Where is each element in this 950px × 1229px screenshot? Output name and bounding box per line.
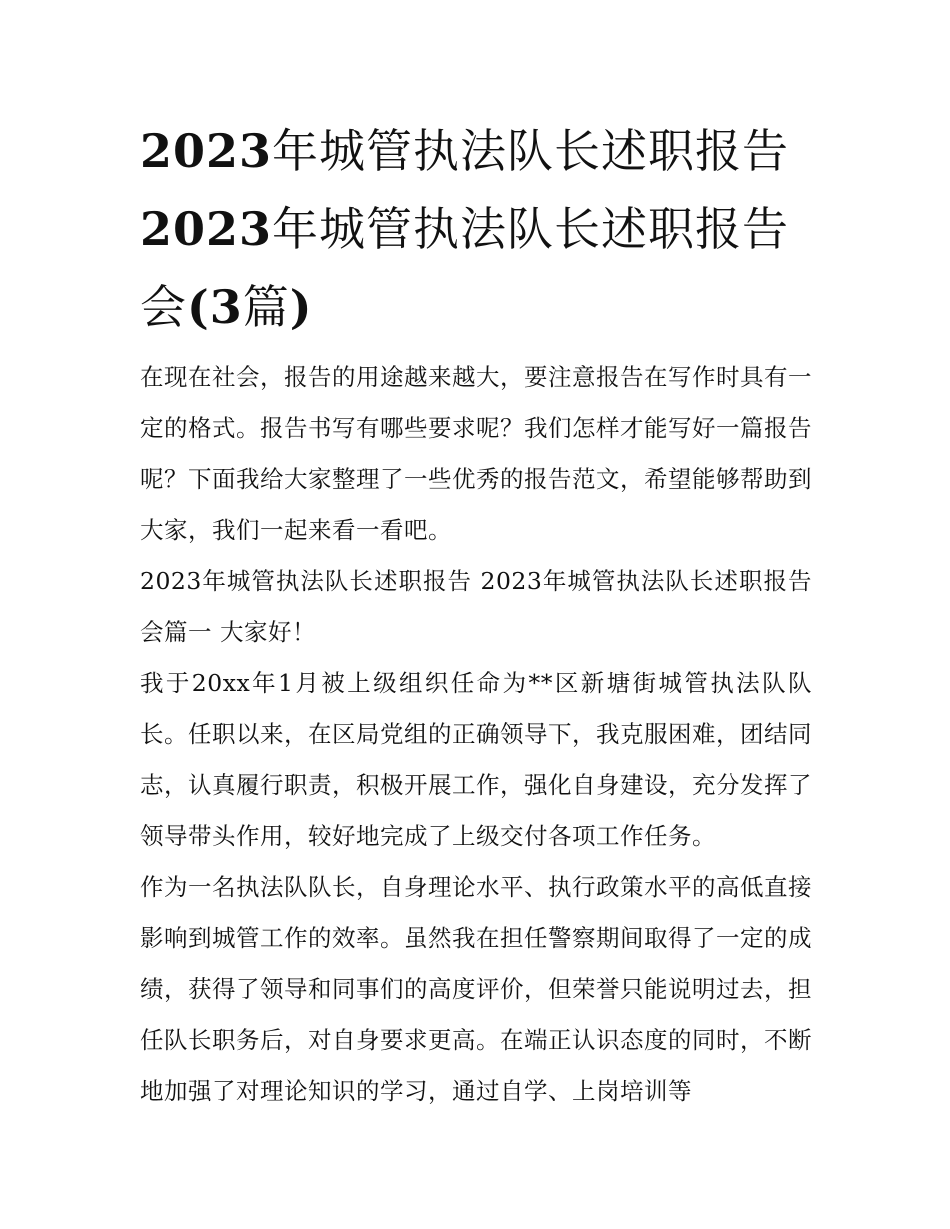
body-paragraph: 作为一名执法队队长，自身理论水平、执行政策水平的高低直接影响到城管工作的效率。虽然我在担任警察期间取得了一定的成绩，获得了领导和同事们的高度评价，但荣誉只能说明过去，担任队长职务后，对自身要求更高。在端正认识态度的同时，不断地加强了对理论知识的学习，通过自学、上岗培训等 <box>140 873 812 1105</box>
title-count: (3 <box>187 280 243 334</box>
title-text: 年城管执法队长述职报告 <box>272 202 790 256</box>
title-text: 会 <box>140 280 187 334</box>
title-year: 2023 <box>140 124 273 178</box>
document-page <box>140 112 812 1117</box>
intro-paragraph: 在现在社会，报告的用途越来越大，要注意报告在写作时具有一定的格式。报告书写有哪些要求呢？我们怎样才能写好一篇报告呢？下面我给大家整理了一些优秀的报告范文，希望能够帮助到大家，我们一起来看一看吧。 <box>140 363 812 544</box>
document-body <box>140 352 812 1117</box>
title-text: 篇 <box>242 280 290 334</box>
section-heading-paragraph: 2023年城管执法队长述职报告 2023年城管执法队长述职报告会篇一 大家好！ <box>140 567 812 646</box>
title-year: 2023 <box>140 202 273 256</box>
title-paren: ) <box>289 280 313 334</box>
body-paragraph: 我于20xx年1月被上级组织任命为**区新塘街城管执法队队长。任职以来，在区局党组的正确领导下，我克服困难，团结同志，认真履行职责，积极开展工作，强化自身建设，充分发挥了领导带头作用，较好地完成了上级交付各项工作任务。 <box>140 669 812 850</box>
title-line-1 <box>140 124 789 178</box>
title-text: 年城管执法队长述职报告 <box>272 124 790 178</box>
title-line-2 <box>140 202 789 256</box>
title-line-3 <box>140 280 313 334</box>
document-title <box>140 112 812 346</box>
